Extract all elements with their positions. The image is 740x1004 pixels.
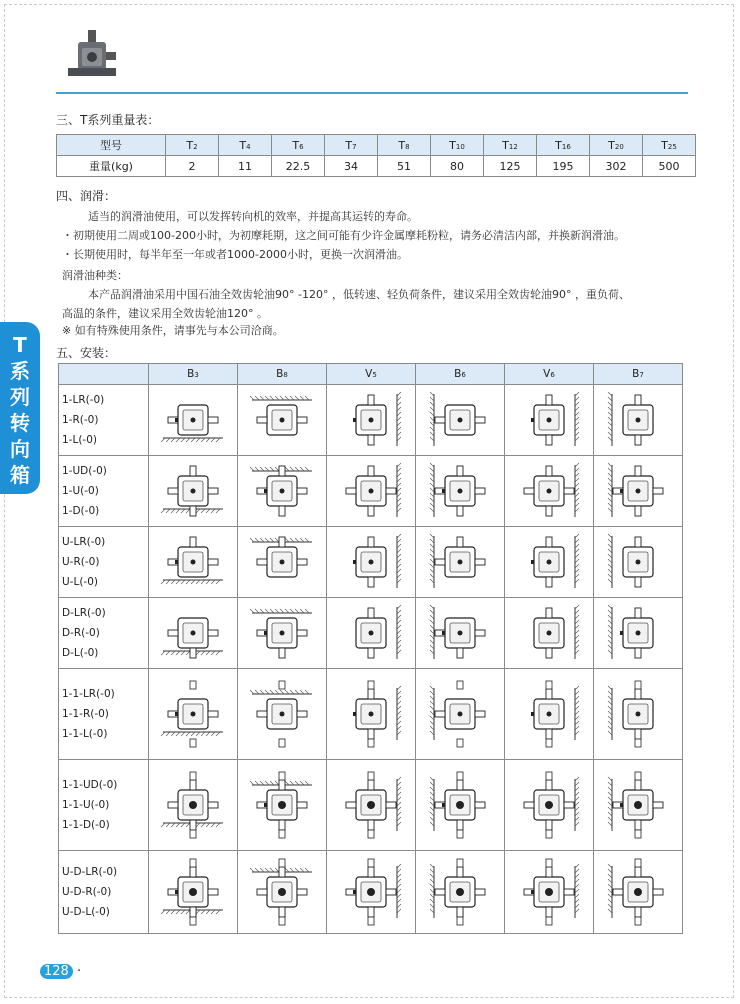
install-row [59, 527, 683, 598]
weight-value-6: 125 [484, 156, 537, 177]
weight-section-title: 三、T系列重量表： [56, 113, 160, 127]
lube-paragraph-5: 高温的条件，建议采用全效齿轮油120° 。 [62, 307, 268, 320]
weight-model-sub: 10 [455, 142, 465, 151]
lube-paragraph-2: ・初期使用二周或100-200小时，为初摩耗期，这之间可能有少许金属摩耗粉粒，请务必清洁内部，并换新润滑油。 [62, 229, 625, 242]
weight-value-7: 195 [537, 156, 590, 177]
gearbox-mounting-diagram [327, 530, 415, 594]
weight-model-4 [378, 135, 431, 156]
gearbox-mounting-diagram [149, 388, 237, 452]
install-diagram-cell [238, 456, 327, 527]
install-row-label: 1-L(-0) [62, 434, 97, 446]
weight-model-6 [484, 135, 537, 156]
install-section-title: 五、安装： [56, 346, 117, 360]
weight-model-sub: 2 [193, 142, 198, 151]
gearbox-mounting-diagram [416, 763, 504, 847]
install-diagram-cell [238, 598, 327, 669]
weight-model-sub: 8 [405, 142, 410, 151]
weight-value-0: 2 [166, 156, 219, 177]
gearbox-mounting-diagram [149, 854, 237, 930]
install-row [59, 669, 683, 760]
install-col-header-1 [238, 364, 327, 385]
weight-model-5 [431, 135, 484, 156]
weight-value-1: 11 [219, 156, 272, 177]
install-diagram-cell [594, 385, 683, 456]
install-diagram-cell [149, 760, 238, 851]
install-diagram-cell [416, 527, 505, 598]
weight-model-sub: 25 [667, 142, 677, 151]
weight-model-9 [643, 135, 696, 156]
install-col-header-4 [505, 364, 594, 385]
gearbox-mounting-diagram [238, 388, 326, 452]
gearbox-mounting-diagram [149, 763, 237, 847]
gearbox-mounting-diagram [594, 601, 682, 665]
weight-value-4: 51 [378, 156, 431, 177]
install-diagram-cell [594, 669, 683, 760]
gearbox-mounting-diagram [416, 854, 504, 930]
weight-table [56, 134, 696, 177]
install-diagram-cell [505, 598, 594, 669]
install-diagram-cell [149, 527, 238, 598]
install-diagram-cell [238, 669, 327, 760]
weight-value-5: 80 [431, 156, 484, 177]
weight-table-head-label: 型号 [57, 135, 166, 156]
weight-model-sub: 6 [299, 142, 304, 151]
weight-value-8: 302 [590, 156, 643, 177]
install-diagram-cell [505, 851, 594, 934]
install-diagram-cell [149, 456, 238, 527]
weight-model-base: T [502, 138, 509, 152]
install-diagram-cell [327, 669, 416, 760]
install-diagram-cell [594, 527, 683, 598]
install-col-base: V [365, 368, 373, 380]
page-number-dot: · [76, 964, 82, 979]
side-tab-label: T系列转向箱 [10, 333, 30, 487]
weight-model-base: T [449, 138, 456, 152]
install-row-labels [59, 598, 149, 669]
weight-model-sub: 20 [614, 142, 624, 151]
lube-paragraph-3: ・长期使用时，每半年至一年或者1000-2000小时，更换一次润滑油。 [62, 248, 408, 261]
install-row-label: 1-1-R(-0) [62, 708, 109, 720]
install-row-label: D-LR(-0) [62, 607, 106, 619]
install-col-header-0 [149, 364, 238, 385]
install-diagram-cell [416, 669, 505, 760]
gearbox-mounting-diagram [416, 530, 504, 594]
gearbox-mounting-diagram [327, 388, 415, 452]
install-diagram-cell [238, 385, 327, 456]
weight-model-base: T [398, 138, 406, 152]
weight-model-base: T [239, 138, 247, 152]
install-diagram-cell [416, 760, 505, 851]
weight-model-7 [537, 135, 590, 156]
gearbox-mounting-diagram [327, 601, 415, 665]
gearbox-mounting-diagram [238, 530, 326, 594]
install-row-label: 1-1-U(-0) [62, 799, 110, 811]
gearbox-mounting-diagram [594, 459, 682, 523]
gearbox-mounting-diagram [238, 854, 326, 930]
install-col-sub: 7 [639, 371, 644, 379]
install-row-label: 1-1-UD(-0) [62, 779, 118, 791]
install-diagram-cell [505, 669, 594, 760]
weight-value-9: 500 [643, 156, 696, 177]
gearbox-mounting-diagram [238, 601, 326, 665]
install-row [59, 385, 683, 456]
install-diagram-cell [149, 669, 238, 760]
gearbox-mounting-diagram [594, 854, 682, 930]
gearbox-mounting-diagram [505, 459, 593, 523]
install-row-label: D-R(-0) [62, 627, 100, 639]
gearbox-mounting-diagram [594, 388, 682, 452]
install-row [59, 760, 683, 851]
install-diagram-cell [327, 760, 416, 851]
install-diagram-cell [594, 456, 683, 527]
install-diagram-cell [505, 760, 594, 851]
weight-table-row-label: 重量(kg) [57, 156, 166, 177]
gearbox-mounting-diagram [594, 530, 682, 594]
gearbox-mounting-diagram [505, 530, 593, 594]
page-number-value: 128 [40, 964, 73, 979]
gearbox-mounting-diagram [327, 763, 415, 847]
install-col-base: B [276, 368, 284, 380]
gearbox-mounting-diagram [416, 459, 504, 523]
weight-model-base: T [186, 138, 194, 152]
install-diagram-cell [238, 527, 327, 598]
gearbox-mounting-diagram [238, 672, 326, 756]
lube-note: ※ 如有特殊使用条件，请事先与本公司洽商。 [62, 324, 284, 337]
weight-model-sub: 7 [352, 142, 357, 151]
install-diagram-cell [594, 851, 683, 934]
gearbox-mounting-diagram [505, 854, 593, 930]
gearbox-mounting-diagram [594, 672, 682, 756]
install-diagram-cell [327, 527, 416, 598]
install-diagram-cell [327, 456, 416, 527]
gearbox-mounting-diagram [238, 459, 326, 523]
gearbox-mounting-diagram [416, 601, 504, 665]
install-row [59, 851, 683, 934]
gearbox-mounting-diagram [416, 388, 504, 452]
gearbox-logo-icon [66, 28, 118, 86]
install-col-base: B [187, 368, 195, 380]
install-row-labels [59, 385, 149, 456]
install-row-label: U-D-L(-0) [62, 906, 110, 918]
gearbox-mounting-diagram [505, 672, 593, 756]
install-row-label: U-L(-0) [62, 576, 98, 588]
weight-model-3 [325, 135, 378, 156]
install-row-label: 1-UD(-0) [62, 465, 107, 477]
install-col-header-2 [327, 364, 416, 385]
install-row-label: U-R(-0) [62, 556, 100, 568]
install-col-sub: 3 [194, 371, 199, 379]
weight-model-2 [272, 135, 325, 156]
install-row-label: 1-1-L(-0) [62, 728, 108, 740]
install-diagram-cell [416, 385, 505, 456]
weight-model-base: T [661, 138, 668, 152]
gearbox-mounting-diagram [505, 763, 593, 847]
header-rule [56, 92, 688, 94]
install-diagram-cell [238, 760, 327, 851]
install-col-base: B [454, 368, 462, 380]
install-col-sub: 6 [550, 371, 555, 379]
weight-value-3: 34 [325, 156, 378, 177]
install-row [59, 598, 683, 669]
install-row-label: 1-1-LR(-0) [62, 688, 115, 700]
install-row-label: 1-LR(-0) [62, 394, 105, 406]
install-diagram-cell [416, 598, 505, 669]
install-row-labels [59, 760, 149, 851]
lube-section-title: 四、润滑： [56, 189, 117, 203]
install-col-sub: 8 [283, 371, 288, 379]
gearbox-mounting-diagram [149, 672, 237, 756]
weight-model-sub: 12 [508, 142, 518, 151]
install-row-labels [59, 456, 149, 527]
weight-model-base: T [555, 138, 562, 152]
gearbox-mounting-diagram [238, 763, 326, 847]
install-diagram-cell [238, 851, 327, 934]
lube-paragraph-1: 适当的润滑油使用，可以发挥转向机的效率，并提高其运转的寿命。 [88, 210, 418, 223]
install-row-label: U-LR(-0) [62, 536, 106, 548]
install-row-label: 1-D(-0) [62, 505, 100, 517]
weight-model-1 [219, 135, 272, 156]
install-col-sub: 5 [372, 371, 377, 379]
install-row-label: 1-1-D(-0) [62, 819, 110, 831]
install-col-header-3 [416, 364, 505, 385]
gearbox-mounting-diagram [594, 763, 682, 847]
install-col-sub: 6 [461, 371, 466, 379]
install-diagram-cell [149, 385, 238, 456]
install-row-label: 1-U(-0) [62, 485, 99, 497]
lube-paragraph-4: 本产品润滑油采用中国石油全效齿轮油90° -120° ，低转速、轻负荷条件，建议采用全效齿轮油90° ，重负荷、 [88, 288, 630, 301]
weight-model-base: T [345, 138, 353, 152]
gearbox-mounting-diagram [327, 854, 415, 930]
gearbox-mounting-diagram [327, 459, 415, 523]
install-diagram-cell [505, 527, 594, 598]
install-row-label: 1-R(-0) [62, 414, 99, 426]
weight-model-base: T [292, 138, 300, 152]
gearbox-mounting-diagram [416, 672, 504, 756]
gearbox-mounting-diagram [149, 530, 237, 594]
weight-model-8 [590, 135, 643, 156]
install-diagram-cell [149, 598, 238, 669]
gearbox-mounting-diagram [327, 672, 415, 756]
install-row-labels [59, 851, 149, 934]
install-col-header-5 [594, 364, 683, 385]
install-table-corner [59, 364, 149, 385]
oil-type-title: 润滑油种类： [62, 269, 128, 282]
gearbox-mounting-diagram [149, 601, 237, 665]
install-diagram-cell [327, 598, 416, 669]
gearbox-mounting-diagram [505, 388, 593, 452]
page-number [40, 964, 81, 979]
install-table [58, 363, 683, 934]
install-diagram-cell [416, 851, 505, 934]
gearbox-mounting-diagram [149, 459, 237, 523]
weight-model-sub: 16 [561, 142, 571, 151]
install-row-labels [59, 527, 149, 598]
install-row-label: U-D-R(-0) [62, 886, 112, 898]
install-diagram-cell [149, 851, 238, 934]
install-diagram-cell [327, 385, 416, 456]
install-diagram-cell [416, 456, 505, 527]
weight-model-sub: 4 [246, 142, 251, 151]
install-row-labels [59, 669, 149, 760]
install-row-label: D-L(-0) [62, 647, 99, 659]
install-diagram-cell [594, 598, 683, 669]
install-diagram-cell [505, 385, 594, 456]
install-row [59, 456, 683, 527]
install-diagram-cell [327, 851, 416, 934]
install-row-label: U-D-LR(-0) [62, 866, 118, 878]
weight-value-2: 22.5 [272, 156, 325, 177]
gearbox-mounting-diagram [505, 601, 593, 665]
weight-model-0 [166, 135, 219, 156]
install-col-base: V [543, 368, 551, 380]
install-diagram-cell [505, 456, 594, 527]
install-col-base: B [632, 368, 640, 380]
weight-model-base: T [608, 138, 615, 152]
install-diagram-cell [594, 760, 683, 851]
